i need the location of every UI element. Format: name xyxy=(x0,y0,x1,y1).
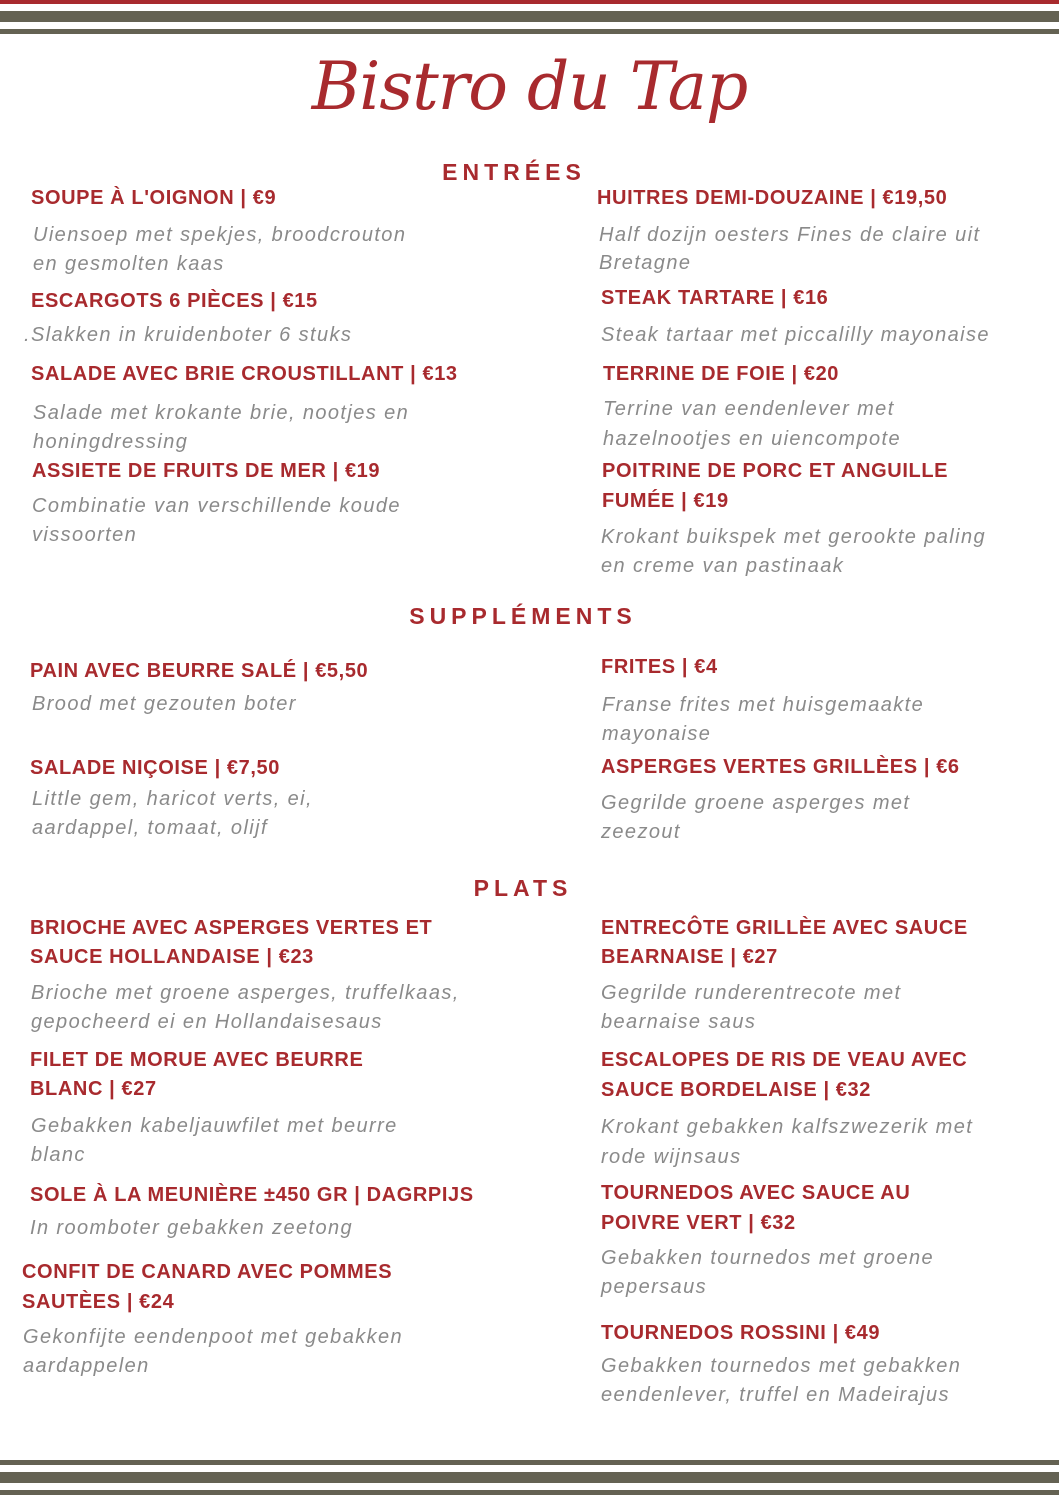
top-gray-stripe-thin xyxy=(0,29,1059,34)
menu-item-description: Brioche met groene asperges, truffelkaas, xyxy=(31,982,460,1004)
menu-item-title: BLANC | €27 xyxy=(30,1078,157,1100)
menu-item-description: Gegrilde runderentrecote met xyxy=(601,982,902,1004)
menu-item-description: pepersaus xyxy=(601,1276,707,1298)
menu-item-title: SAUCE HOLLANDAISE | €23 xyxy=(30,946,314,968)
menu-item-title: SAUCE BORDELAISE | €32 xyxy=(601,1079,871,1101)
restaurant-logo: Bistro du Tap xyxy=(311,48,748,125)
top-gray-stripe xyxy=(0,11,1059,22)
menu-item-title: SALADE NIÇOISE | €7,50 xyxy=(30,757,280,779)
menu-item-description: Franse frites met huisgemaakte xyxy=(602,694,925,716)
menu-item-description: aardappel, tomaat, olijf xyxy=(32,817,268,839)
menu-item-description: eendenlever, truffel en Madeirajus xyxy=(601,1384,950,1406)
menu-item-description: Steak tartaar met piccalilly mayonaise xyxy=(601,324,990,346)
menu-item-title: FILET DE MORUE AVEC BEURRE xyxy=(30,1049,364,1071)
menu-item-description: rode wijnsaus xyxy=(601,1146,742,1168)
menu-item-description: Salade met krokante brie, nootjes en xyxy=(33,402,410,424)
menu-item-description: Krokant gebakken kalfszwezerik met xyxy=(601,1116,974,1138)
menu-item-title: ESCALOPES DE RIS DE VEAU AVEC xyxy=(601,1049,968,1071)
menu-item-description: In roomboter gebakken zeetong xyxy=(30,1217,354,1239)
menu-item-title: POIVRE VERT | €32 xyxy=(601,1212,796,1234)
menu-item-title: STEAK TARTARE | €16 xyxy=(601,287,829,309)
menu-item-title: SAUTÈES | €24 xyxy=(22,1291,175,1313)
menu-item-description: mayonaise xyxy=(602,723,712,745)
menu-item-description: honingdressing xyxy=(33,431,189,453)
section-heading-entrees: ENTRÉES xyxy=(442,159,586,185)
menu-item-title: HUITRES DEMI-DOUZAINE | €19,50 xyxy=(597,187,948,209)
menu-item-description: Bretagne xyxy=(599,252,692,274)
menu-item-title: TOURNEDOS ROSSINI | €49 xyxy=(601,1322,881,1344)
menu-item-title: ENTRECÔTE GRILLÈE AVEC SAUCE xyxy=(601,917,968,939)
menu-item-description: Brood met gezouten boter xyxy=(32,693,297,715)
menu-item-title: BRIOCHE AVEC ASPERGES VERTES ET xyxy=(30,917,433,939)
menu-item-description: en gesmolten kaas xyxy=(33,253,225,275)
bottom-gray-stripe xyxy=(0,1472,1059,1483)
menu-item-title: BEARNAISE | €27 xyxy=(601,946,778,968)
menu-item-title: SOLE À LA MEUNIÈRE ±450 GR | DAGRPIJS xyxy=(30,1184,474,1206)
section-heading-plats: PLATS xyxy=(473,875,573,901)
menu-item-description: Krokant buikspek met gerookte paling xyxy=(601,526,987,548)
bottom-gray-stripe-thin xyxy=(0,1460,1059,1465)
menu-item-title: POITRINE DE PORC ET ANGUILLE xyxy=(602,460,949,482)
menu-item-description: gepocheerd ei en Hollandaisesaus xyxy=(31,1011,383,1033)
menu-item-description: Combinatie van verschillende koude xyxy=(32,495,401,517)
menu-item-title: TOURNEDOS AVEC SAUCE AU xyxy=(601,1182,911,1204)
menu-item-description: blanc xyxy=(31,1144,86,1166)
menu-item-description: Gegrilde groene asperges met xyxy=(601,792,911,814)
menu-item-description: Little gem, haricot verts, ei, xyxy=(32,788,313,810)
menu-item-description: Gebakken tournedos met groene xyxy=(601,1247,935,1269)
menu-item-title: PAIN AVEC BEURRE SALÉ | €5,50 xyxy=(30,660,369,682)
menu-item-title: ESCARGOTS 6 PIÈCES | €15 xyxy=(31,290,318,312)
menu-item-title: ASSIETE DE FRUITS DE MER | €19 xyxy=(32,460,381,482)
top-red-stripe xyxy=(0,0,1059,4)
menu-item-description: Half dozijn oesters Fines de claire uit xyxy=(599,224,981,246)
menu-item-description: hazelnootjes en uiencompote xyxy=(603,428,901,450)
bottom-gray-stripe-thin-2 xyxy=(0,1490,1059,1495)
menu-item-description: zeezout xyxy=(601,821,681,843)
menu-item-title: CONFIT DE CANARD AVEC POMMES xyxy=(22,1261,393,1283)
menu-item-title: SOUPE À L'OIGNON | €9 xyxy=(31,187,277,209)
menu-item-description: aardappelen xyxy=(23,1355,150,1377)
menu-item-title: FUMÉE | €19 xyxy=(602,490,729,512)
menu-item-description: Terrine van eendenlever met xyxy=(603,398,895,420)
menu-item-title: TERRINE DE FOIE | €20 xyxy=(603,363,840,385)
menu-item-description: vissoorten xyxy=(32,524,138,546)
section-heading-supplements: SUPPLÉMENTS xyxy=(409,603,637,629)
menu-item-title: ASPERGES VERTES GRILLÈES | €6 xyxy=(601,756,960,778)
menu-item-description: .Slakken in kruidenboter 6 stuks xyxy=(24,324,353,346)
menu-item-description: en creme van pastinaak xyxy=(601,555,845,577)
menu-item-description: bearnaise saus xyxy=(601,1011,757,1033)
menu-item-description: Gebakken kabeljauwfilet met beurre xyxy=(31,1115,398,1137)
menu-item-title: FRITES | €4 xyxy=(601,656,718,678)
menu-item-title: SALADE AVEC BRIE CROUSTILLANT | €13 xyxy=(31,363,458,385)
menu-item-description: Gekonfijte eendenpoot met gebakken xyxy=(23,1326,404,1348)
menu-item-description: Gebakken tournedos met gebakken xyxy=(601,1355,962,1377)
menu-item-description: Uiensoep met spekjes, broodcrouton xyxy=(33,224,407,246)
